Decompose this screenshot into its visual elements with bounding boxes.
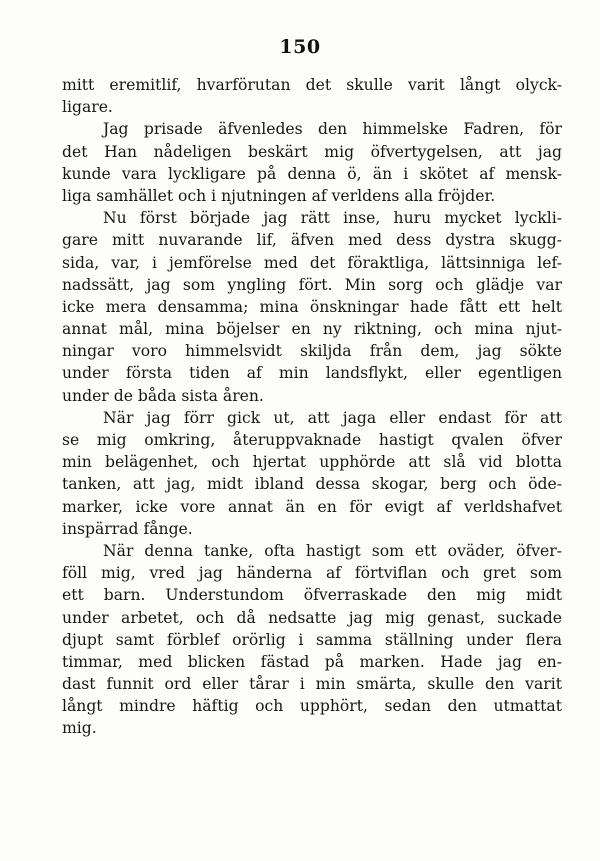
text-line: dast funnit ord eller tårar i min smärta, skulle den varit	[62, 675, 562, 694]
text-line: kunde vara lyckligare på denna ö, än i skötet af mensk-	[62, 164, 562, 183]
text-line: mig.	[62, 719, 97, 738]
text-line: se mig omkring, återuppvaknade hastigt qvalen öfver	[62, 431, 562, 449]
text-line: det Han nådeligen beskärt mig öfvertygelsen, att jag	[62, 142, 562, 161]
text-line: Jag prisade äfvenledes den himmelske Fadren, för	[103, 120, 562, 139]
text-line: långt mindre häftig och upphört, sedan den utmattat	[62, 697, 562, 716]
text-line: När jag förr gick ut, att jaga eller endast för att	[103, 408, 562, 427]
text-line: inspärrad fånge.	[62, 519, 193, 538]
text-line: annat mål, mina böjelser en ny riktning, och mina njut-	[62, 320, 562, 339]
text-line: föll mig, vred jag händerna af förtviflan och gret som	[62, 564, 562, 583]
text-line: gare mitt nuvarande lif, äfven med dess dystra skugg-	[62, 231, 562, 250]
text-line: liga samhället och i njutningen af verldens alla fröjder.	[62, 186, 496, 205]
text-line: under första tiden af min landsflykt, eller egentligen	[62, 364, 562, 383]
text-line: ligare.	[62, 98, 113, 117]
text-line: marker, icke vore annat än en för evigt af verldshafvet	[62, 497, 562, 516]
text-line: under arbetet, och då nedsatte jag mig genast, suckade	[62, 608, 562, 627]
text-line: tanken, att jag, midt ibland dessa skogar, berg och öde-	[62, 475, 562, 494]
text-line: timmar, med blicken fästad på marken. Hade jag en-	[62, 652, 562, 671]
body-text	[62, 74, 562, 740]
text-line: ningar voro himmelsvidt skiljda från dem, jag sökte	[62, 342, 562, 361]
text-line: min belägenhet, och hjertat upphörde att slå vid blotta	[62, 453, 562, 472]
text-line: under de båda sista åren.	[62, 386, 264, 405]
text-line: sida, var, i jemförelse med det föraktliga, lättsinniga lef-	[62, 253, 562, 272]
text-line: ett barn. Understundom öfverraskade den mig midt	[62, 586, 562, 605]
text-line: När denna tanke, ofta hastigt som ett oväder, öfver-	[103, 541, 562, 560]
text-line: Nu först började jag rätt inse, huru mycket lyckli-	[103, 209, 562, 228]
text-line: djupt samt förblef orörlig i samma ställning under flera	[62, 630, 562, 649]
text-line: mitt eremitlif, hvarförutan det skulle varit långt olyck-	[62, 76, 562, 94]
text-line: nadssätt, jag som yngling fört. Min sorg och glädje var	[62, 275, 562, 294]
page-number: 150	[279, 36, 321, 58]
text-line: icke mera densamma; mina önskningar hade fått ett helt	[62, 297, 562, 316]
